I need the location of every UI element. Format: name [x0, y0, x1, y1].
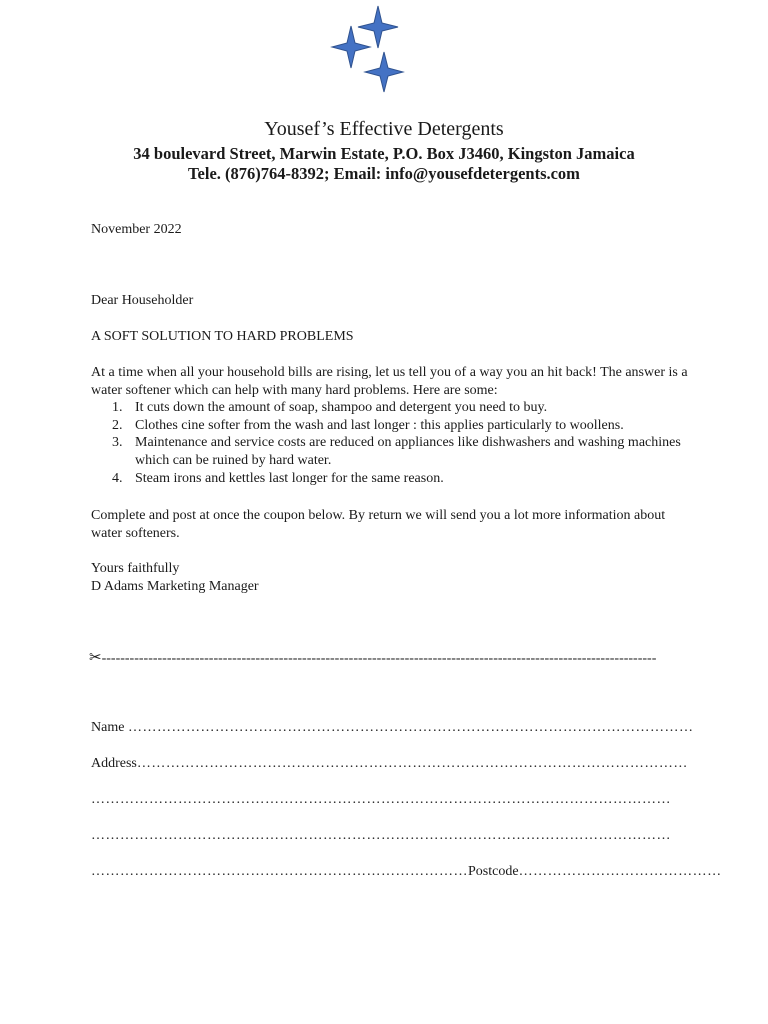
dashed-line: -----------------------------------------------------------------------------------------------------------------------: [101, 651, 657, 666]
name-label: Name: [91, 720, 128, 735]
benefits-list: [91, 399, 691, 487]
list-text: It cuts down the amount of soap, shampoo and detergent you need to buy.: [135, 400, 548, 416]
company-address: 34 boulevard Street, Marwin Estate, P.O. Box J3460, Kingston Jamaica: [133, 144, 635, 163]
list-number: 2.: [112, 417, 123, 433]
signature: D Adams Marketing Manager: [91, 579, 259, 594]
list-item: [91, 434, 691, 469]
postcode-row[interactable]: [91, 864, 722, 880]
address-line-2-field[interactable]: …………………………………………………………………………………………………………: [91, 792, 671, 807]
list-text: Maintenance and service costs are reduced on appliances like dishwashers and washing machines which can be ruined by hard water.: [135, 435, 681, 468]
company-name: Yousef’s Effective Detergents: [264, 118, 504, 140]
list-item: [91, 417, 691, 435]
coupon-cut-line: [89, 648, 679, 667]
address-dots: ……………………………………………………………………………………………………: [136, 756, 688, 771]
letter-subject: A SOFT SOLUTION TO HARD PROBLEMS: [91, 329, 354, 344]
salutation: Dear Householder: [91, 293, 194, 308]
address-label: Address: [91, 756, 137, 771]
letter-intro-block: [91, 364, 691, 487]
list-text: Steam irons and kettles last longer for the same reason.: [135, 470, 444, 486]
company-contact: Tele. (876)764-8392; Email: info@yousefdetergents.com: [188, 164, 580, 183]
list-item: [91, 399, 691, 417]
intro-paragraph: At a time when all your household bills are rising, let us tell you of a way you an hit back! The answer is a water softener which can help with many hard problems. Here are some:: [91, 365, 688, 398]
name-dots: ………………………………………………………………………………………………………: [127, 720, 694, 735]
letter-date: November 2022: [91, 222, 182, 237]
list-number: 1.: [112, 400, 123, 416]
address-line-3-field[interactable]: …………………………………………………………………………………………………………: [91, 828, 671, 843]
closing-paragraph: Complete and post at once the coupon below. By return we will send you a lot more information about water softeners.: [91, 508, 666, 541]
signoff: Yours faithfully: [91, 561, 180, 576]
address-field[interactable]: [91, 756, 688, 772]
postcode-label: Postcode: [468, 864, 519, 879]
scissors-icon: ✂: [89, 648, 102, 666]
list-number: 4.: [112, 470, 123, 486]
address-line-4-dots: ……………………………………………………………………: [91, 864, 468, 879]
postcode-dots: ……………………………………: [518, 864, 722, 879]
name-field[interactable]: [91, 720, 694, 736]
list-text: Clothes cine softer from the wash and last longer : this applies particularly to woollens.: [135, 417, 624, 433]
three-stars-logo-icon: [330, 6, 406, 94]
list-item: [91, 470, 691, 488]
list-number: 3.: [112, 435, 123, 451]
